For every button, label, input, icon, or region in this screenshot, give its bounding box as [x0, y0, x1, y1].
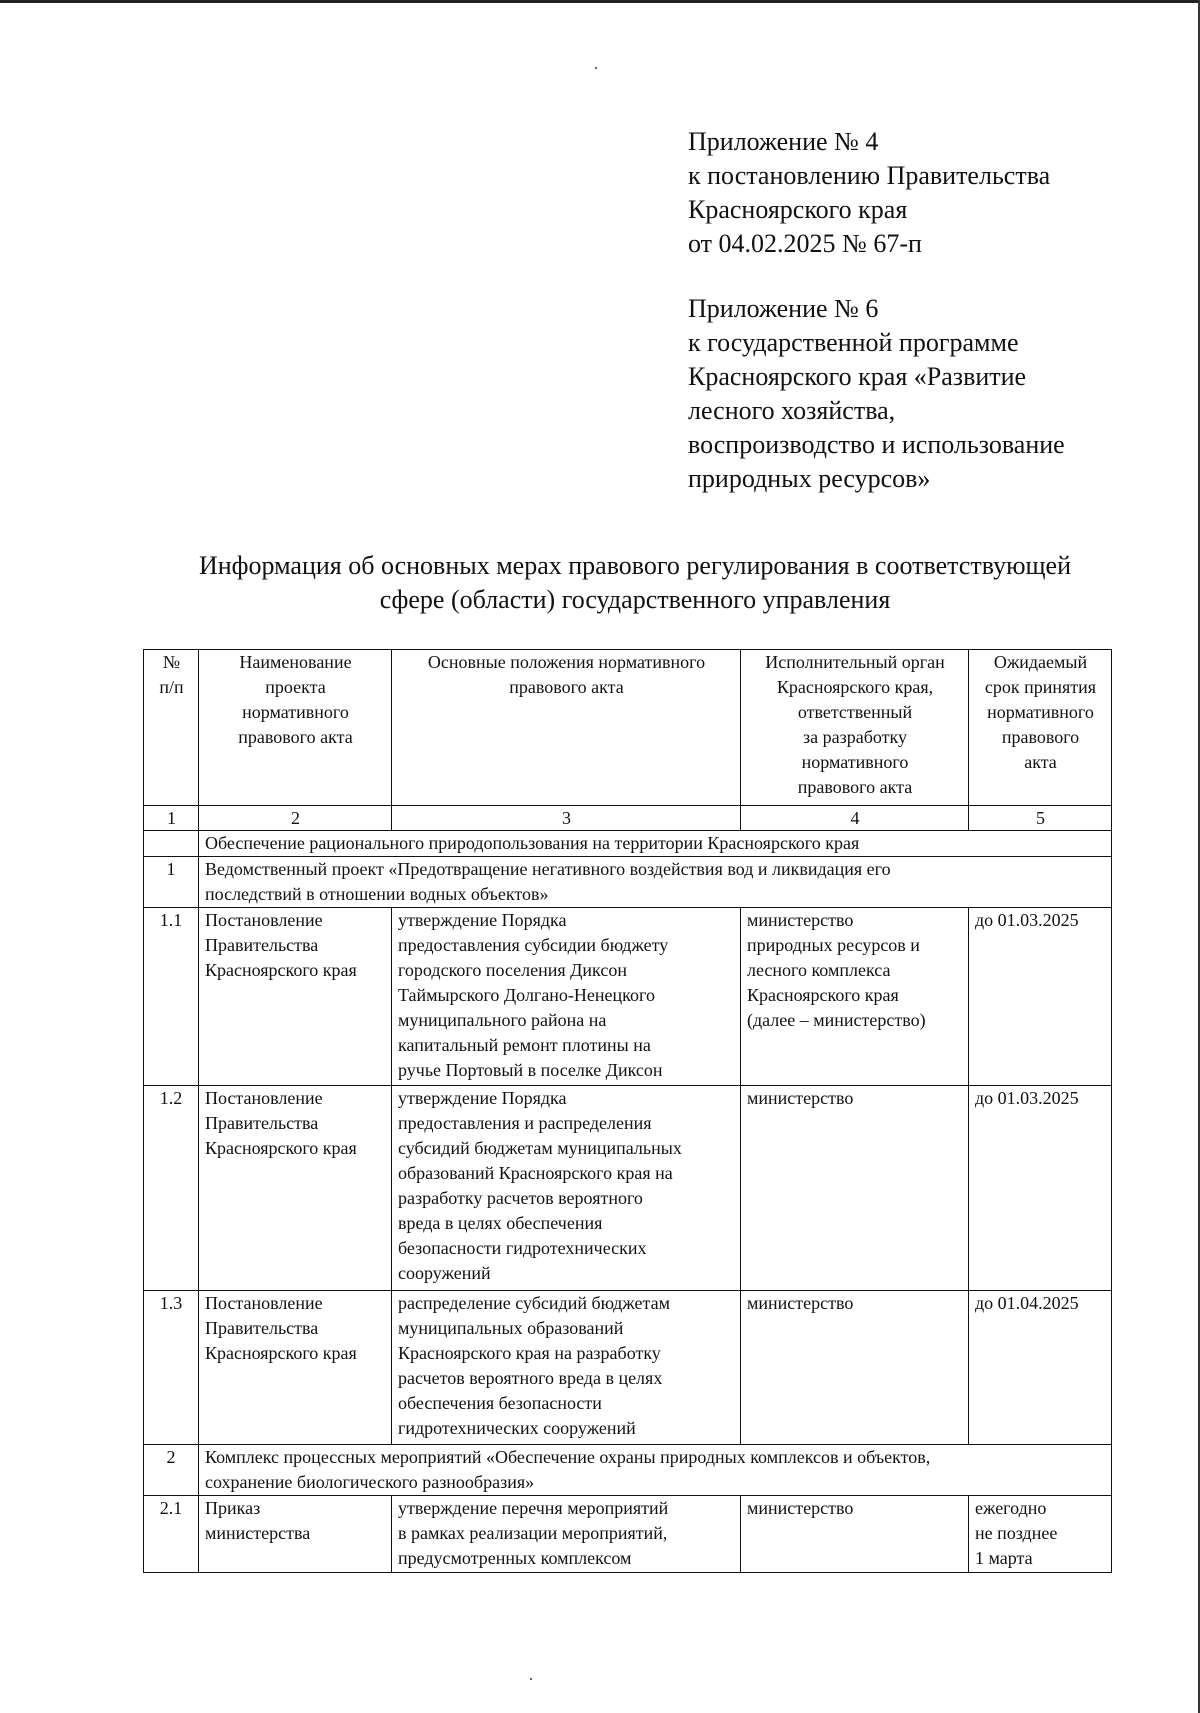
appendix-decree-block: [688, 125, 1168, 261]
document-title-line-2: сфере (области) государственного управления: [379, 585, 891, 614]
row-deadline: до 01.03.2025: [969, 908, 1112, 1086]
group-row: [144, 857, 1112, 908]
table-header-row: [144, 650, 1112, 806]
column-number: 4: [741, 806, 969, 831]
appendix-program-line: лесного хозяйства,: [688, 396, 896, 425]
appendix-decree-line: к постановлению Правительства: [688, 161, 1051, 190]
row-executor: министерство природных ресурсов и лесного комплекса Красноярского края (далее – министерство): [741, 908, 969, 1086]
header-deadline: Ожидаемый срок принятия нормативного правового акта: [969, 650, 1112, 806]
row-deadline: до 01.03.2025: [969, 1086, 1112, 1291]
appendix-program-line: к государственной программе: [688, 328, 1019, 357]
group-number: 2: [144, 1445, 199, 1496]
row-act-name: Приказ министерства: [199, 1496, 392, 1573]
header-act-content: Основные положения нормативного правового акта: [392, 650, 741, 806]
row-act-content: утверждение Порядка предоставления субсидии бюджету городского поселения Диксон Таймырского Долгано-Ненецкого муниципального района на капитальный ремонт плотины на ручье Портовый в поселке Диксон: [392, 908, 741, 1086]
section-title: Обеспечение рационального природопользования на территории Красноярского края: [199, 831, 1112, 857]
row-deadline: до 01.04.2025: [969, 1291, 1112, 1445]
appendix-program-block: [688, 292, 1168, 496]
row-number: 1.3: [144, 1291, 199, 1445]
document-title-line-1: Информация об основных мерах правового регулирования в соответствующей: [198, 551, 1071, 580]
group-title: Ведомственный проект «Предотвращение негативного воздействия вод и ликвидация его последствий в отношении водных объектов»: [199, 857, 1112, 908]
row-executor: министерство: [741, 1496, 969, 1573]
appendix-decree-line: Приложение № 4: [688, 127, 879, 156]
column-number: 3: [392, 806, 741, 831]
row-act-content: утверждение перечня мероприятий в рамках реализации мероприятий, предусмотренных комплексом: [392, 1496, 741, 1573]
appendix-program-line: природных ресурсов»: [688, 464, 931, 493]
row-act-name: Постановление Правительства Красноярского края: [199, 1291, 392, 1445]
row-number: 1.1: [144, 908, 199, 1086]
table-row: [144, 908, 1112, 1086]
header-act-name: Наименование проекта нормативного правового акта: [199, 650, 392, 806]
scan-speck: [595, 67, 597, 69]
row-deadline: ежегодно не позднее 1 марта: [969, 1496, 1112, 1573]
section-number-cell: [144, 831, 199, 857]
row-act-content: утверждение Порядка предоставления и распределения субсидий бюджетам муниципальных образований Красноярского края на разработку расчетов вероятного вреда в целях обеспечения безопасности гидротехнических сооружений: [392, 1086, 741, 1291]
row-executor: министерство: [741, 1086, 969, 1291]
scan-speck: [530, 1678, 532, 1680]
table-row: [144, 1086, 1112, 1291]
column-number: 1: [144, 806, 199, 831]
column-number: 5: [969, 806, 1112, 831]
appendix-decree-line: Красноярского края: [688, 195, 908, 224]
row-act-content: распределение субсидий бюджетам муниципальных образований Красноярского края на разработку расчетов вероятного вреда в целях обеспечения безопасности гидротехнических сооружений: [392, 1291, 741, 1445]
group-title: Комплекс процессных мероприятий «Обеспечение охраны природных комплексов и объектов, сохранение биологического разнообразия»: [199, 1445, 1112, 1496]
table-row: [144, 1496, 1112, 1573]
header-executor: Исполнительный орган Красноярского края, ответственный за разработку нормативного правового акта: [741, 650, 969, 806]
appendix-decree-line: от 04.02.2025 № 67-п: [688, 229, 922, 258]
group-number: 1: [144, 857, 199, 908]
appendix-program-line: Приложение № 6: [688, 294, 879, 323]
table-row: [144, 1291, 1112, 1445]
row-number: 2.1: [144, 1496, 199, 1573]
scan-top-edge: [0, 0, 1200, 3]
appendix-program-line: воспроизводство и использование: [688, 430, 1065, 459]
document-title: [120, 549, 1150, 617]
row-executor: министерство: [741, 1291, 969, 1445]
row-act-name: Постановление Правительства Красноярского края: [199, 908, 392, 1086]
row-act-name: Постановление Правительства Красноярского края: [199, 1086, 392, 1291]
section-row: [144, 831, 1112, 857]
appendix-program-line: Красноярского края «Развитие: [688, 362, 1027, 391]
column-numbers-row: [144, 806, 1112, 831]
column-number: 2: [199, 806, 392, 831]
row-number: 1.2: [144, 1086, 199, 1291]
header-number: № п/п: [144, 650, 199, 806]
group-row: [144, 1445, 1112, 1496]
legal-measures-table: [143, 649, 1112, 1573]
